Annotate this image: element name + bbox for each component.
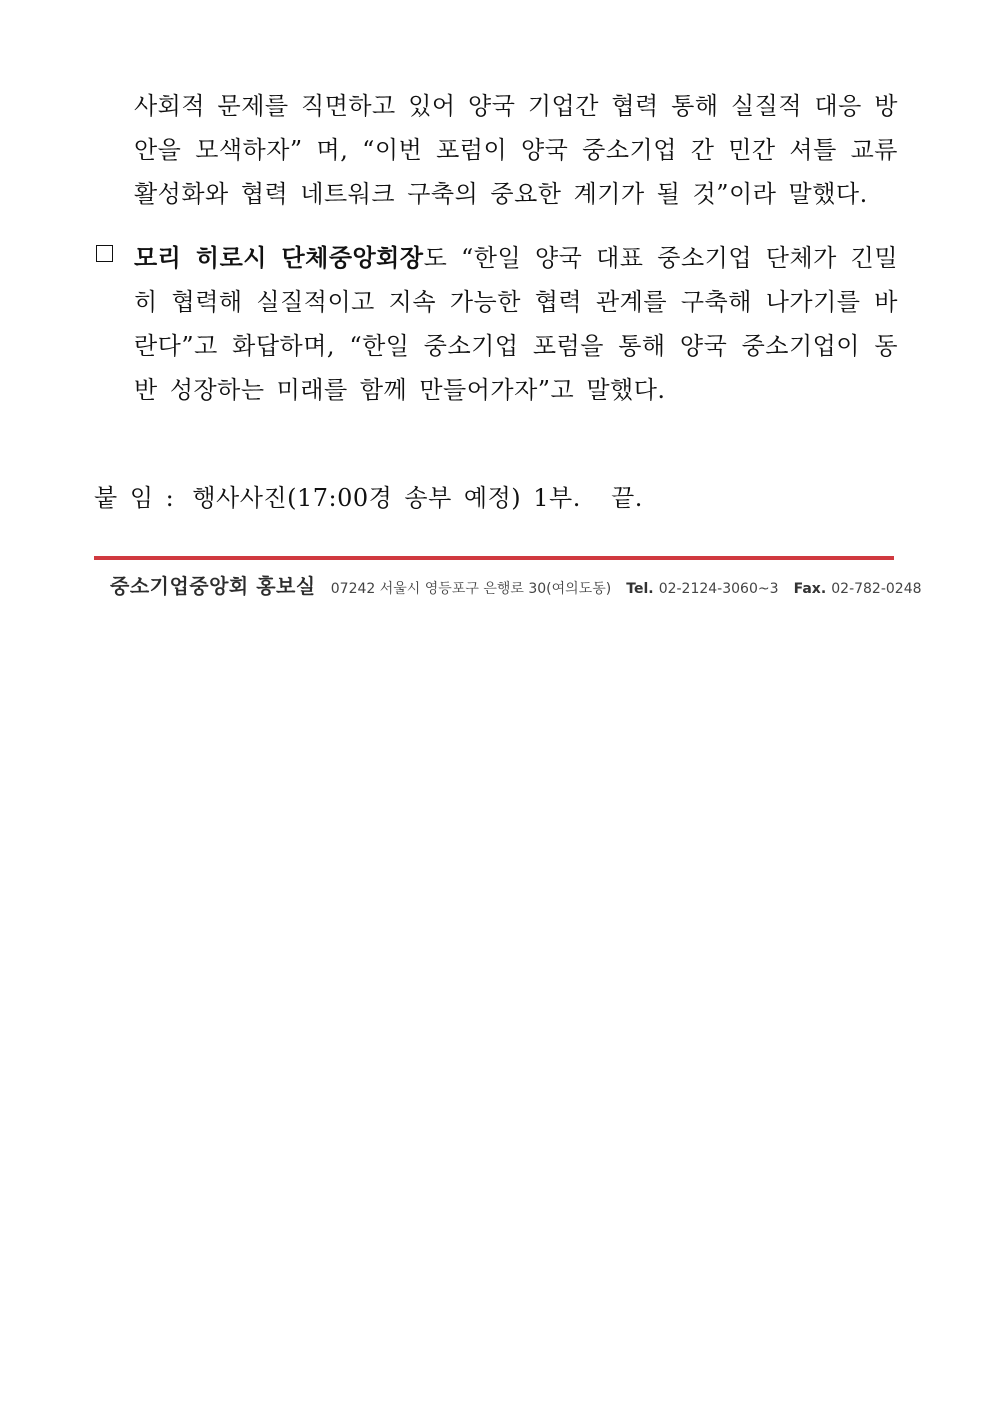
paragraph-2-text: 도 “한일 양국 대표 중소기업 단체가 긴밀히 협력해 실질적이고 지속 가능한 협력 관계를 구축해 나가기를 바란다”고 화답하며, “한일 중소기업 포럼을 통해 양국 중소기업이 동반 성장하는 미래를 함께 만들어가자”고 말했다. — [134, 244, 898, 404]
footer-organization: 중소기업중앙회 홍보실 — [110, 574, 316, 598]
end-mark: 끝. — [611, 484, 643, 512]
footer-fax: 02-782-0248 — [831, 581, 922, 597]
speaker-name: 모리 히로시 단체중앙회장 — [134, 244, 424, 272]
attachment-text: 행사사진(17:00경 송부 예정) 1부. — [192, 484, 581, 512]
square-bullet-icon — [96, 245, 113, 262]
quote-paragraph-2 — [134, 236, 898, 412]
footer-fax-label: Fax. — [793, 581, 827, 597]
footer-tel: 02-2124-3060~3 — [658, 581, 779, 597]
footer-contact — [110, 570, 922, 606]
footer-divider — [94, 556, 894, 560]
footer-tel-label: Tel. — [626, 581, 654, 597]
footer-address: 07242 서울시 영등포구 은행로 30(여의도동) — [330, 581, 612, 597]
quote-paragraph-1 — [134, 84, 898, 216]
paragraph-1-text: 사회적 문제를 직면하고 있어 양국 기업간 협력 통해 실질적 대응 방안을 모색하자” 며, “이번 포럼이 양국 중소기업 간 민간 셔틀 교류 활성화와 협력 네트워크 구축의 중요한 계기가 될 것”이라 말했다. — [134, 92, 898, 208]
attachment-line — [94, 476, 643, 520]
attachment-label: 붙 임 : — [94, 484, 175, 512]
